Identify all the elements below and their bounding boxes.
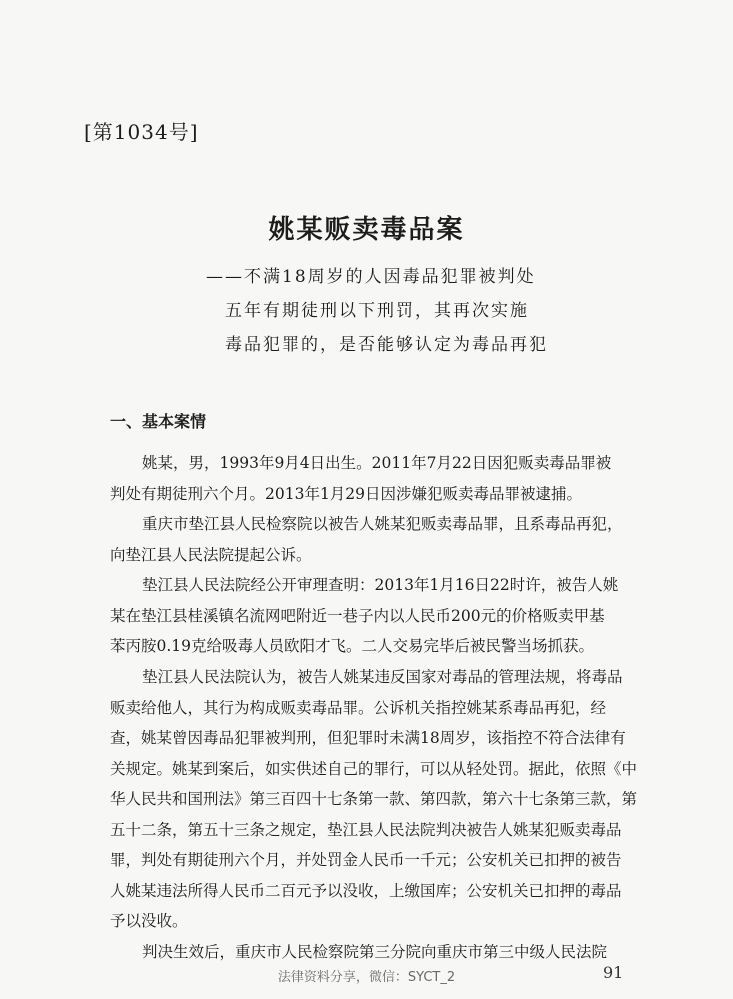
- case-title: 姚某贩卖毒品案: [268, 215, 465, 245]
- body-line: 查，姚某曾因毒品犯罪被判刑，但犯罪时未满18周岁，该指控不符合法律有: [110, 729, 626, 747]
- body-line: 五十二条，第五十三条之规定，垫江县人民法院判决被告人姚某犯贩卖毒品: [110, 821, 622, 839]
- body-line: 向垫江县人民法院提起公诉。: [110, 546, 312, 564]
- body-line: 判处有期徒刑六个月。2013年1月29日因涉嫌犯贩卖毒品罪被逮捕。: [110, 485, 583, 503]
- page-number: 91: [603, 963, 624, 982]
- body-line: 姚某，男，1993年9月4日出生。2011年7月22日因犯贩卖毒品罪被: [142, 454, 612, 472]
- body-line: 苯丙胺0.19克给吸毒人员欧阳才飞。二人交易完毕后被民警当场抓获。: [110, 637, 595, 655]
- body-line: 判决生效后，重庆市人民检察院第三分院向重庆市第三中级人民法院: [142, 943, 608, 961]
- body-line: 垫江县人民法院经公开审理查明：2013年1月16日22时许，被告人姚: [142, 576, 619, 594]
- case-number: [第1034号]: [84, 120, 199, 144]
- body-line: 关规定。姚某到案后，如实供述自己的罪行，可以从轻处罚。据此，依照《中: [110, 760, 638, 778]
- subtitle-line-2: 五年有期徒刑以下刑罚，其再次实施: [225, 301, 529, 321]
- subtitle-line-3: 毒品犯罪的，是否能够认定为毒品再犯: [225, 335, 548, 355]
- body-line: 华人民共和国刑法》第三百四十七条第一款、第四款，第六十七条第三款，第: [110, 790, 638, 808]
- body-line: 贩卖给他人，其行为构成贩卖毒品罪。公诉机关指控姚某系毒品再犯，经: [110, 699, 607, 717]
- body-line: 人姚某违法所得人民币二百元予以没收，上缴国库；公安机关已扣押的毒品: [110, 882, 622, 900]
- section-heading: 一、基本案情: [110, 412, 207, 431]
- body-line: 重庆市垫江县人民检察院以被告人姚某犯贩卖毒品罪，且系毒品再犯，: [142, 515, 623, 533]
- body-line: 某在垫江县桂溪镇名流网吧附近一巷子内以人民币200元的价格贩卖甲基: [110, 607, 605, 625]
- body-line: 垫江县人民法院认为，被告人姚某违反国家对毒品的管理法规，将毒品: [142, 668, 623, 686]
- body-line: 罪，判处有期徒刑六个月，并处罚金人民币一千元；公安机关已扣押的被告: [110, 851, 622, 869]
- footer-watermark: 法律资料分享，微信：SYCT_2: [277, 970, 456, 985]
- body-line: 予以没收。: [110, 912, 188, 930]
- subtitle-line-1: ——不满18周岁的人因毒品犯罪被判处: [206, 267, 536, 287]
